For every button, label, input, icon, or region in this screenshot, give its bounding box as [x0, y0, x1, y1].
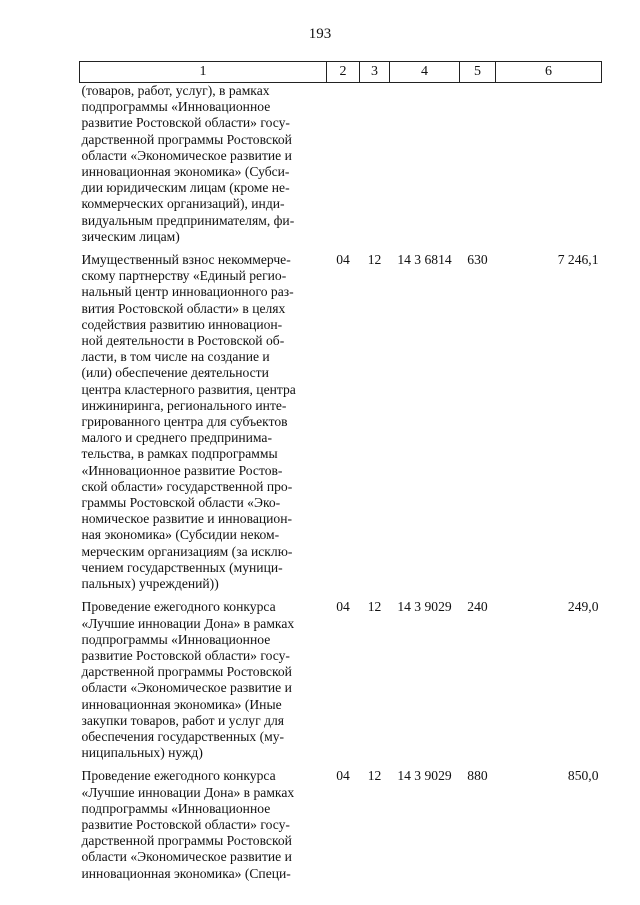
row-description: [80, 83, 327, 246]
description-line: зическим лицам): [81, 228, 180, 244]
header-row: [80, 62, 602, 83]
description-line: обеспечения государственных (му-: [81, 728, 285, 744]
budget-table: [79, 61, 602, 882]
row-description: [80, 245, 327, 592]
description-line: дии юридическим лицам (кроме не-: [81, 180, 290, 196]
table-row: [80, 245, 602, 592]
row-expense-type-code: 630: [467, 252, 488, 268]
row-target-item-code: 14 3 9029: [397, 599, 452, 615]
description-line: ласти, в том числе на создание и: [81, 349, 270, 365]
description-line: области «Экономическое развитие и: [81, 849, 292, 865]
description-line: инновационная экономика» (Субси-: [81, 164, 290, 180]
row-section-code: 04: [336, 768, 350, 784]
header-col-2: 2: [327, 62, 360, 83]
row-subsection-code: 12: [367, 252, 382, 268]
description-line: центра кластерного развития, центра: [81, 381, 296, 397]
description-line: (товаров, работ, услуг), в рамках: [81, 83, 270, 98]
row-subsection-code: 12: [367, 768, 382, 784]
row-description: [80, 761, 327, 881]
row-expense-type-code: 240: [467, 599, 488, 615]
row-amount: 850,0: [567, 768, 599, 784]
description-line: видуальным предпринимателям, фи-: [81, 212, 295, 228]
description-line: области «Экономическое развитие и: [81, 147, 292, 163]
description-line: ской области» государственной про-: [81, 478, 293, 494]
description-line: «Лучшие инновации Дона» в рамках: [81, 784, 295, 800]
header-col-3: 3: [360, 62, 390, 83]
row-target-item-code: 14 3 9029: [397, 768, 452, 784]
row-section-code: 04: [336, 599, 350, 615]
row-expense-type-code: [460, 83, 496, 246]
description-line: граммы Ростовской области «Эко-: [81, 495, 281, 511]
description-line: вития Ростовской области» в целях: [81, 300, 286, 316]
description-line: развитие Ростовской области» госу-: [81, 647, 290, 663]
row-subsection-code: 12: [367, 599, 382, 615]
table-body: [80, 83, 602, 882]
table-header: [80, 62, 602, 83]
description-line: «Лучшие инновации Дона» в рамках: [81, 615, 295, 631]
description-line: ниципальных) нужд): [81, 745, 203, 761]
description-line: Проведение ежегодного конкурса: [81, 768, 276, 784]
description-line: номическое развитие и инновацион-: [81, 511, 292, 527]
header-col-5: 5: [460, 62, 496, 83]
description-line: Проведение ежегодного конкурса: [81, 599, 276, 615]
row-expense-type-code: 880: [467, 768, 488, 784]
row-target-item-code: [390, 83, 460, 246]
header-col-1: 1: [80, 62, 327, 83]
row-amount: 249,0: [567, 599, 599, 615]
description-line: инжиниринга, регионального инте-: [81, 397, 287, 413]
description-line: нальный центр инновационного раз-: [81, 284, 294, 300]
description-line: малого и среднего предпринима-: [81, 430, 272, 446]
description-line: (или) обеспечение деятельности: [81, 365, 269, 381]
row-section-code: [327, 83, 360, 246]
description-line: чением государственных (муници-: [81, 559, 283, 575]
row-description: [80, 592, 327, 761]
header-col-4: 4: [390, 62, 460, 83]
table-row: [80, 592, 602, 761]
description-line: «Инновационное развитие Ростов-: [81, 462, 283, 478]
description-line: коммерческих организаций), инди-: [81, 196, 285, 212]
description-line: дарственной программы Ростовской: [81, 664, 292, 680]
description-line: инновационная экономика» (Специ-: [81, 865, 291, 881]
description-line: области «Экономическое развитие и: [81, 680, 292, 696]
description-line: инновационная экономика» (Иные: [81, 696, 282, 712]
table-row: [80, 761, 602, 881]
description-line: скому партнерству «Единый регио-: [81, 268, 287, 284]
row-amount: 7 246,1: [557, 252, 599, 268]
table-row: [80, 83, 602, 246]
description-line: тельства, в рамках подпрограммы: [81, 446, 278, 462]
description-line: подпрограммы «Инновационное: [81, 99, 271, 115]
description-line: ной деятельности в Ростовской об-: [81, 333, 285, 349]
row-subsection-code: [360, 83, 390, 246]
description-line: Имущественный взнос некоммерче-: [81, 252, 291, 268]
description-line: пальных) учреждений)): [81, 576, 219, 592]
description-line: дарственной программы Ростовской: [81, 131, 292, 147]
description-line: подпрограммы «Инновационное: [81, 631, 271, 647]
description-line: ная экономика» (Субсидии неком-: [81, 527, 280, 543]
description-line: мерческим организациям (за исклю-: [81, 543, 293, 559]
row-section-code: 04: [336, 252, 350, 268]
row-target-item-code: 14 3 6814: [397, 252, 452, 268]
page-number: 193: [308, 26, 332, 42]
description-line: грированного центра для субъектов: [81, 414, 288, 430]
description-line: развитие Ростовской области» госу-: [81, 816, 290, 832]
description-line: подпрограммы «Инновационное: [81, 800, 271, 816]
description-line: развитие Ростовской области» госу-: [81, 115, 290, 131]
row-amount: [496, 83, 602, 246]
description-line: дарственной программы Ростовской: [81, 833, 292, 849]
description-line: закупки товаров, работ и услуг для: [81, 712, 285, 728]
header-col-6: 6: [496, 62, 602, 83]
description-line: содействия развитию инновацион-: [81, 316, 283, 332]
